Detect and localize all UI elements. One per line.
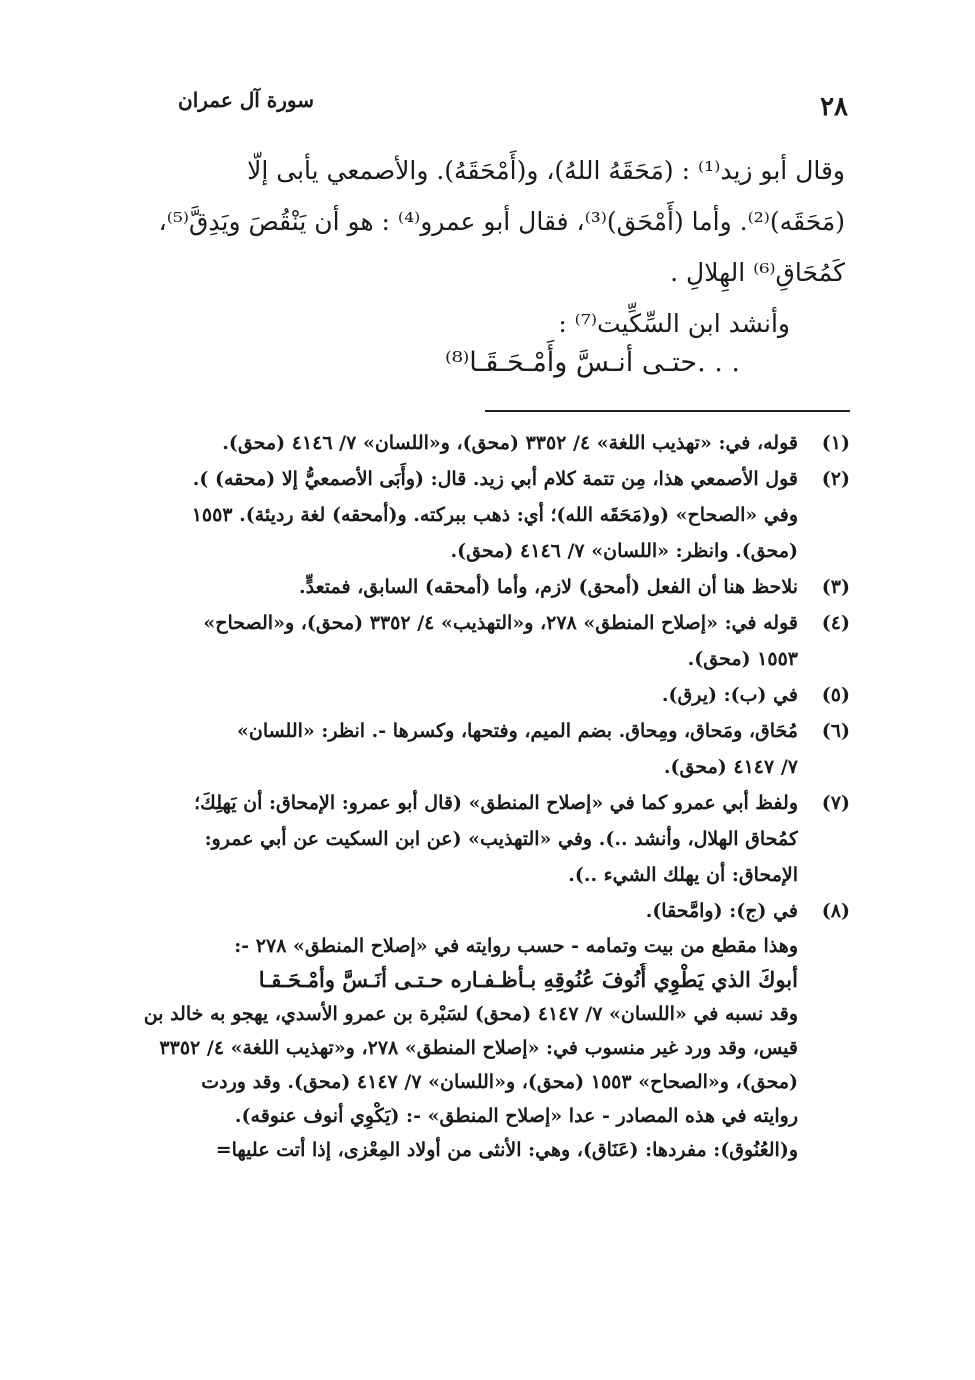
footnote-number: (٧) [821,792,850,814]
footnote-number: (٥) [821,684,850,706]
footnote-2 [120,461,850,569]
footnote-6 [120,713,850,785]
footnote-line: و(العُنُوق): مفردها: (عَنَاق)، وهي: الأنثى من أولاد المِعْزى، إذا أتت عليها= [215,1139,798,1161]
main-text [120,145,845,349]
footnote-line: قول الأصمعي هذا، مِن تتمة كلام أبي زيد. قال: (وأَبَى الأصمعيُّ إلا (محقه) ). [192,468,798,490]
page-number: ٢٨ [820,92,848,122]
main-text-line: (مَحَقَه)⁽²⁾. وأما (أَمْحَق)⁽³⁾، فقال أبو عمرو⁽⁴⁾ : هو أن يَنْقُصَ ويَدِقَّ⁽⁵⁾، [158,207,845,236]
footnote-line: قوله، في: «تهذيب اللغة» ٤/ ٣٣٥٢ (محق)، و«اللسان» ٧/ ٤١٤٦ (محق). [222,432,798,454]
footnote-number: (٤) [821,612,850,634]
footnote-line: روايته في هذه المصادر - عدا «إصلاح المنطق» -: (يَكْوِي أنوف عنوقه). [234,1105,798,1127]
main-text-line: وقال أبو زيد⁽¹⁾ : (مَحَقَهُ اللهُ)، و(أَمْحَقَهُ). والأصمعي يأبى إلّا [247,156,845,185]
footnote-3 [120,569,850,605]
poetry-verse: . . .حتـى أنـسَّ وأَمْـحَـقَـا⁽⁸⁾ [445,347,740,378]
footnote-line: (محق)، و«الصحاح» ١٥٥٣ (محق)، و«اللسان» ٧/ ٤١٤٧ (محق). وقد وردت [201,1071,798,1093]
footnote-8 [120,893,850,929]
footnote-line: وهذا مقطع من بيت وتمامه - حسب روايته في «إصلاح المنطق» ٢٧٨ -: [234,935,798,957]
footnote-line: في (ب): (يرق). [661,684,798,706]
footnote-line: في (ج): (وامَّحقا). [645,900,798,922]
running-header-surah-title: سورة آل عمران [178,88,315,112]
footnote-line: ٧/ ٤١٤٧ (محق). [663,756,798,778]
footnote-line: الإمحاق: أن يهلك الشيء ..). [568,864,798,886]
footnote-line: ١٥٥٣ (محق). [687,648,798,670]
footnote-line: قوله في: «إصلاح المنطق» ٢٧٨، و«التهذيب» ٤/ ٣٣٥٢ (محق)، و«الصحاح» [203,612,798,634]
footnote-8-continuation [120,929,850,1167]
footnote-4 [120,605,850,677]
footnote-7 [120,785,850,893]
footnote-number: (٢) [821,468,850,490]
footnote-line: (محق). وانظر: «اللسان» ٧/ ٤١٤٦ (محق). [450,540,798,562]
footnote-line: وقد نسبه في «اللسان» ٧/ ٤١٤٧ (محق) لسَبْرة بن عمرو الأسدي، يهجو به خالد بن [143,1003,798,1025]
footnote-line: ولفظ أبي عمرو كما في «إصلاح المنطق» (قال أبو عمرو: الإمحاق: أن يَهلِكَ؛ [194,792,798,814]
main-text-line: وأنشد ابن السِّكِّيت⁽⁷⁾ : [558,309,790,338]
footnote-number: (٦) [821,720,850,742]
footnote-line: كمُحاق الهلال، وأنشد ..). وفي «التهذيب» (عن ابن السكيت عن أبي عمرو: [204,828,798,850]
footnote-line: وفي «الصحاح» (و(مَحَقَه الله)؛ أي: ذهب ببركته. و(أمحقه) لغة رديئة). ١٥٥٣ [191,504,798,526]
footnote-line: مُحَاق، ومَحاق، ومِحاق. بضم الميم، وفتحها، وكسرها -. انظر: «اللسان» [236,720,798,742]
footnote-verse-line: أبوكَ الذي يَطْوِي أُنُوفَ عُنُوقِهِ بـأظـفـاره حـتـى أنَـسَّ وأمْـحَـقـا [258,967,798,992]
footnote-1 [120,425,850,461]
footnote-5 [120,677,850,713]
footnote-separator [485,410,850,412]
footnotes [120,425,850,1167]
footnote-number: (٣) [821,576,850,598]
footnote-number: (٨) [821,900,850,922]
footnote-line: نلاحظ هنا أن الفعل (أمحق) لازم، وأما (أمحقه) السابق، فمتعدٍّ. [299,576,798,598]
footnote-number: (١) [821,432,850,454]
footnote-line: قيس، وقد ورد غير منسوب في: «إصلاح المنطق» ٢٧٨، و«تهذيب اللغة» ٤/ ٣٣٥٢ [159,1037,798,1059]
main-text-line: كَمُحَاقِ⁽⁶⁾ الهِلالِ . [670,258,845,287]
